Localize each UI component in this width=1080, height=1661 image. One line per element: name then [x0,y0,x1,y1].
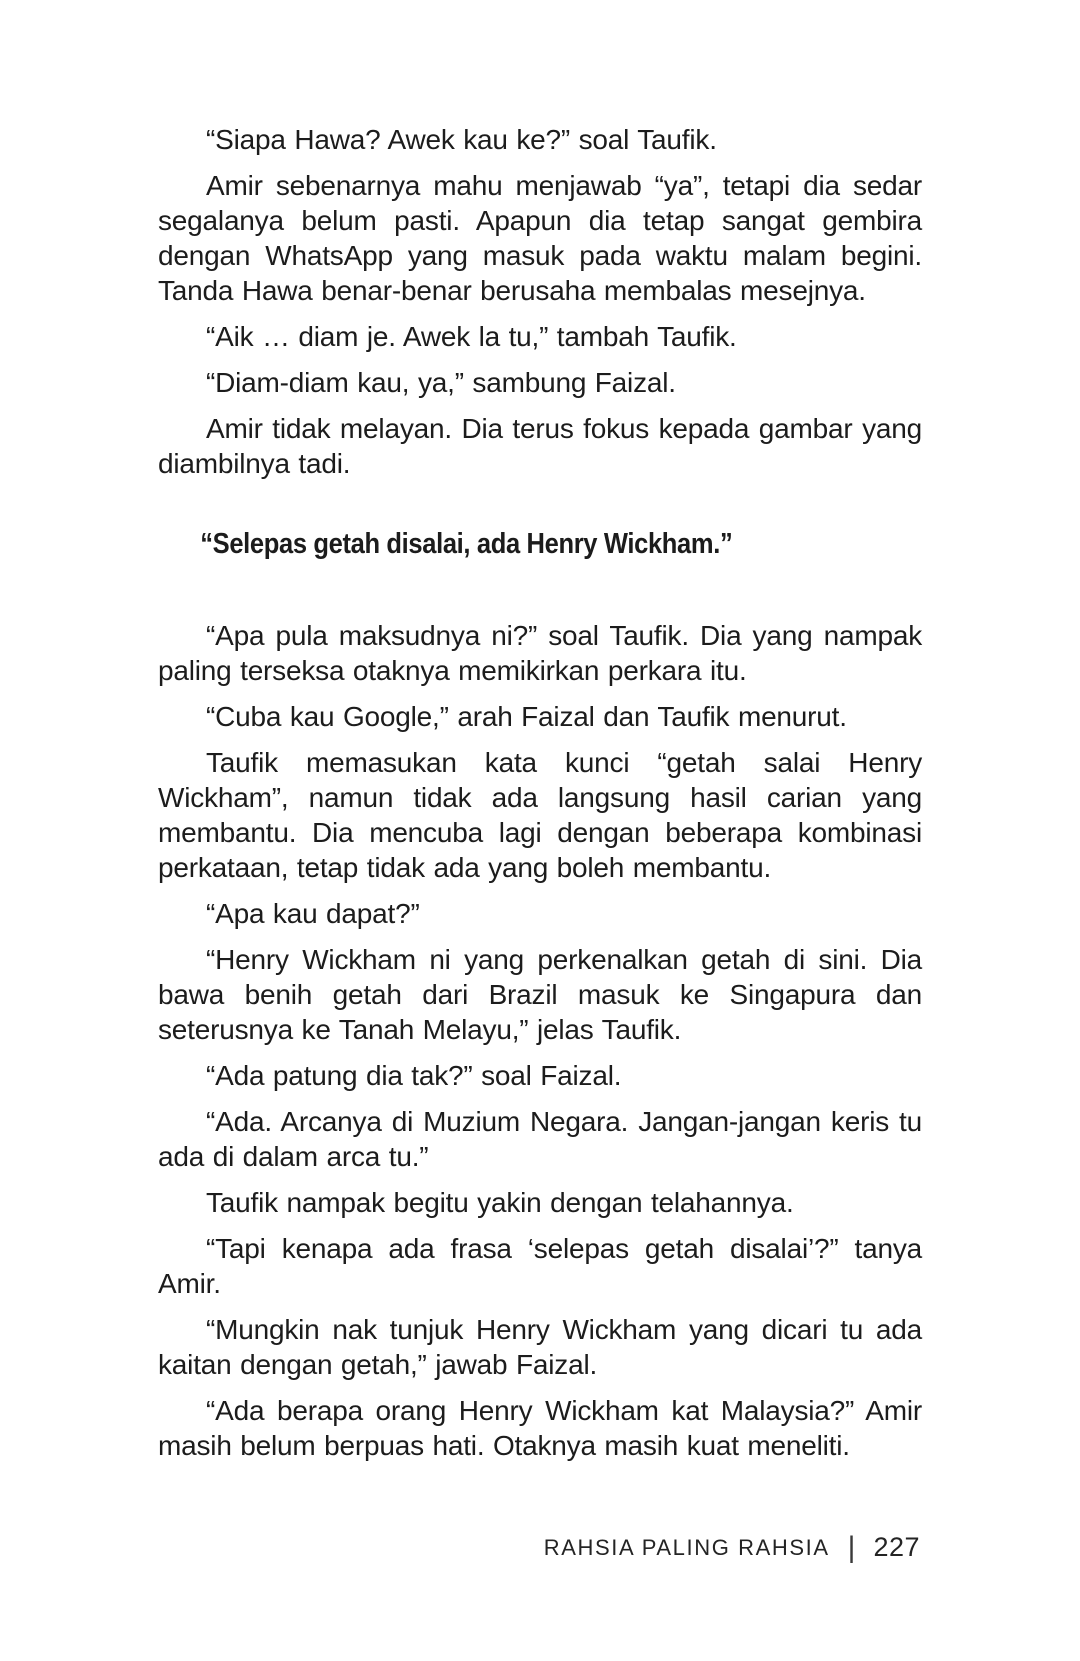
paragraph: “Tapi kenapa ada frasa ‘selepas getah disalai’?” tanya Amir. [158,1233,922,1299]
paragraph: Amir tidak melayan. Dia terus fokus kepada gambar yang diambilnya tadi. [158,413,922,479]
page-footer [544,1532,920,1563]
paragraph: Taufik memasukan kata kunci “getah salai Henry Wickham”, namun tidak ada langsung hasil carian yang membantu. Dia mencuba lagi dengan beberapa kombinasi perkataan, tetap tidak ada yang boleh membantu. [158,747,922,883]
footer-separator: | [847,1530,856,1564]
paragraph: “Aik … diam je. Awek la tu,” tambah Taufik. [206,321,737,352]
paragraph: Amir sebenarnya mahu menjawab “ya”, tetapi dia sedar segalanya belum pasti. Apapun dia tetap sangat gembira dengan WhatsApp yang masuk pada waktu malam begini. Tanda Hawa benar-benar berusaha membalas mesejnya. [158,170,922,306]
paragraph: “Henry Wickham ni yang perkenalkan getah di sini. Dia bawa benih getah dari Brazil masuk ke Singapura dan seterusnya ke Tanah Melayu,” jelas Taufik. [158,944,922,1045]
paragraph: “Siapa Hawa? Awek kau ke?” soal Taufik. [206,124,717,155]
paragraph: “Cuba kau Google,” arah Faizal dan Taufik menurut. [206,701,847,732]
paragraph: “Apa kau dapat?” [206,898,420,929]
body-text [158,122,922,1474]
page-number: 227 [873,1532,920,1562]
paragraph: “Mungkin nak tunjuk Henry Wickham yang dicari tu ada kaitan dengan getah,” jawab Faizal. [158,1314,922,1380]
paragraph: “Diam-diam kau, ya,” sambung Faizal. [206,367,676,398]
paragraph: “Ada patung dia tak?” soal Faizal. [206,1060,622,1091]
paragraph: “Apa pula maksudnya ni?” soal Taufik. Dia yang nampak paling terseksa otaknya memikirkan perkara itu. [158,620,922,686]
paragraph: Taufik nampak begitu yakin dengan telahannya. [206,1187,794,1218]
running-title: RAHSIA PALING RAHSIA [543,1534,830,1560]
paragraph: “Ada berapa orang Henry Wickham kat Malaysia?” Amir masih belum berpuas hati. Otaknya masih kuat meneliti. [158,1395,922,1461]
paragraph: “Ada. Arcanya di Muzium Negara. Jangan-jangan keris tu ada di dalam arca tu.” [158,1106,922,1172]
chapter-quote: “Selepas getah disalai, ada Henry Wickham.” [200,528,733,560]
